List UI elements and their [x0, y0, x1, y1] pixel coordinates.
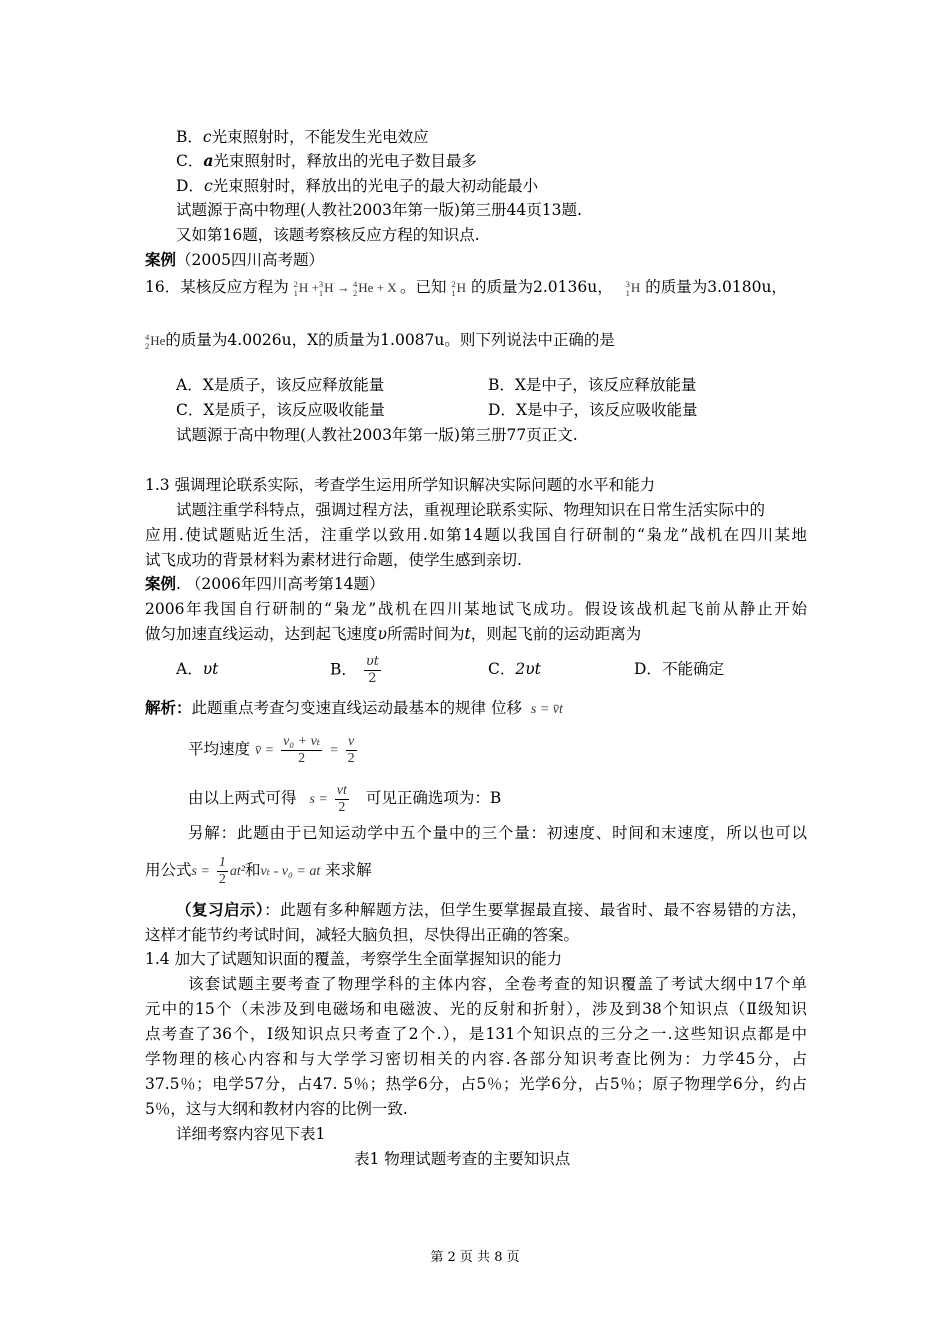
- section-1-3-para-3: 试飞成功的背景材料为素材进行命题，使学生感到亲切.: [145, 551, 522, 569]
- section-1-3-heading: 1.3 强调理论联系实际，考查学生运用所学知识解决实际问题的水平和能力: [145, 476, 656, 494]
- transition-text: 又如第16题，该题考察核反应方程的知识点.: [176, 226, 480, 244]
- case2-option-c: C．2υt: [488, 660, 541, 678]
- source-note-1: 试题源于高中物理(人教社2003年第一版)第三册44页13题.: [176, 201, 582, 219]
- alt-solution-line-1: 另解：此题由于已知运动学中五个量中的三个量：初速度、时间和末速度，所以也可以: [188, 824, 807, 842]
- page-footer: 第 2 页 共 8 页: [430, 1250, 520, 1265]
- fraction-one-half: $\frac{1}{2}$: [218, 854, 226, 887]
- alt-solution-line-2: 用公式s = $\frac{1}{2}$ at²和vₜ - v₀ = at 来求解: [145, 854, 372, 887]
- nuclear-equation: 2 1H +3 1H → 4 2He + X: [293, 279, 397, 299]
- case2-option-b: B． $\frac{\upsilon t}{2}$: [330, 654, 379, 686]
- source-note-2: 试题源于高中物理(人教社2003年第一版)第三册77页正文.: [176, 426, 578, 444]
- case2-question-2: 做匀加速直线运动，达到起飞速度υ所需时间为t，则起飞前的运动距离为: [145, 625, 642, 643]
- fraction-avg-velocity: $\frac{\text{v₀ + vₜ}}{2}$: [283, 733, 321, 766]
- section-1-4-para-5: 37.5％；电学57分，占47. 5％；热学6分，占5％；光学6分，占5％；原子物理学6分，约占: [145, 1075, 807, 1093]
- case2-option-d: D．不能确定: [634, 660, 724, 678]
- case2-question-1: 2006年我国自行研制的“枭龙”战机在四川某地试飞成功。假设该战机起飞前从静止开始: [145, 600, 807, 618]
- section-1-3-para-1: 试题注重学科特点，强调过程方法，重视理论联系实际、物理知识在日常生活实际中的: [176, 501, 766, 519]
- fraction-vt-over-2: $\frac{\upsilon t}{2}$: [365, 654, 379, 686]
- section-1-4-para-6: 5％，这与大纲和教材内容的比例一致.: [145, 1100, 408, 1118]
- combine-line: 由以上两式可得 s = $\frac{vt}{2}$ 可见正确选项为：B: [188, 782, 502, 815]
- analysis-line: 解析：此题重点考查匀变速直线运动最基本的规律 位移 s = v̄t: [145, 698, 563, 717]
- case2-option-a: A．υt: [176, 660, 219, 678]
- section-1-4-heading: 1.4 加大了试题知识面的覆盖，考察学生全面掌握知识的能力: [145, 950, 563, 968]
- option-d: D．c光束照射时，释放出的光电子的最大初动能最小: [176, 177, 539, 195]
- section-1-4-para-3: 点考查了36个，Ⅰ级知识点只考查了2个.），是131个知识点的三分之一.这些知识点都是中: [145, 1025, 807, 1043]
- case1-option-c: C．X是质子，该反应吸收能量: [176, 401, 385, 419]
- isotope-he: 4 2He: [145, 332, 166, 352]
- isotope-h2: 2 1H: [451, 279, 467, 299]
- section-1-4-para-2: 元中的15个（未涉及到电磁场和电磁波、光的反射和折射），涉及到38个知识点（Ⅱ级知识: [145, 1000, 807, 1018]
- review-line-1: （复习启示）：此题有多种解题方法，但学生要掌握最直接、最省时、最不容易错的方法，: [176, 900, 807, 919]
- section-1-4-para-1: 该套试题主要考查了物理学科的主体内容，全卷考查的知识覆盖了考试大纲中17个单: [188, 975, 807, 993]
- section-1-3-para-2: 应用.使试题贴近生活，注重学以致用.如第14题以我国自行研制的“枭龙”战机在四川某地: [145, 526, 807, 544]
- case1-option-d: D．X是中子，该反应吸收能量: [488, 401, 698, 419]
- case1-question-2: 4 2He的质量为4.0026u，X的质量为1.0087u。则下列说法中正确的是: [145, 331, 615, 352]
- avg-velocity-line: 平均速度 v̄ = $\frac{\text{v₀ + vₜ}}{2}$ = $\frac{v}{2}$: [188, 733, 355, 766]
- table-caption: 表1 物理试题考查的主要知识点: [354, 1150, 571, 1168]
- review-line-2: 这样才能节约考试时间，减轻大脑负担，尽快得出正确的答案。: [145, 926, 580, 944]
- option-b: B．c光束照射时，不能发生光电效应: [176, 128, 429, 146]
- detail-reference: 详细考察内容见下表1: [176, 1125, 326, 1143]
- section-1-4-para-4: 学物理的核心内容和与大学学习密切相关的内容.各部分知识考查比例为：力学45分，占: [145, 1050, 807, 1068]
- fraction-v-over-2: $\frac{v}{2}$: [347, 733, 355, 766]
- case1-option-b: B．X是中子，该反应释放能量: [488, 376, 697, 394]
- case1-question: 16．某核反应方程为 2 1H +3 1H → 4 2He + X 。已知 2 1H 的质量为2.0136u， 3 1H 的质量为3.0180u，: [145, 278, 787, 299]
- case1-option-a: A．X是质子，该反应释放能量: [176, 376, 385, 394]
- fraction-result: $\frac{vt}{2}$: [336, 782, 347, 815]
- isotope-h3: 3 1H: [625, 279, 641, 299]
- option-c: C．a光束照射时，释放出的光电子数目最多: [176, 151, 477, 170]
- case1-heading: 案例（2005四川高考题）: [145, 250, 324, 269]
- case2-heading: 案例. （2006年四川高考第14题）: [145, 574, 385, 593]
